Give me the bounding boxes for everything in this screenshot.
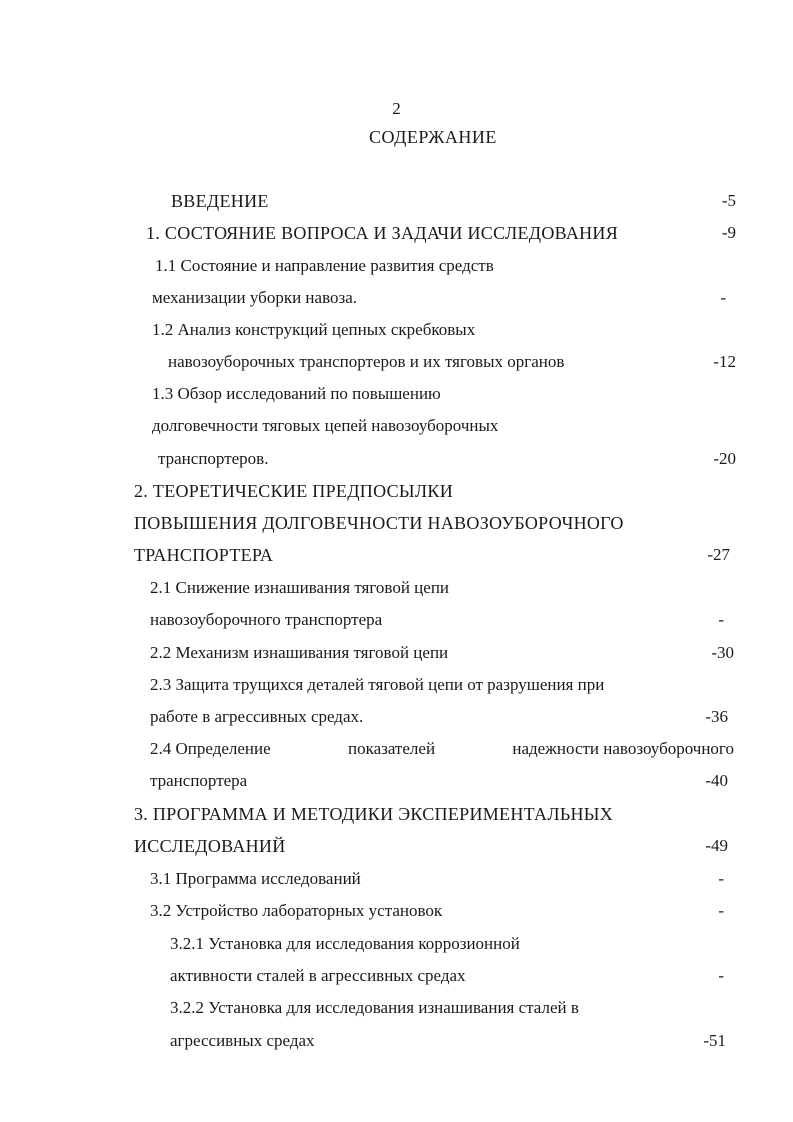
toc-entry-1-2-line2: навозоуборочных транспортеров и их тяговых органов bbox=[168, 352, 565, 371]
toc-entry-3-2-1-line1: 3.2.1 Установка для исследования коррозионной bbox=[170, 934, 520, 953]
toc-entry-section-3-line2: ИССЛЕДОВАНИЙ bbox=[134, 836, 286, 856]
toc-entry-section-2-line2: ПОВЫШЕНИЯ ДОЛГОВЕЧНОСТИ НАВОЗОУБОРОЧНОГО bbox=[134, 513, 624, 533]
toc-page-3-2: - bbox=[718, 901, 724, 920]
toc-entry-2-4-word3: надежности навозоуборочного bbox=[512, 739, 734, 758]
toc-page-1-3: -20 bbox=[713, 449, 736, 468]
toc-entry-1-3-line2: долговечности тяговых цепей навозоуборочных bbox=[152, 416, 499, 435]
toc-page-intro: -5 bbox=[721, 191, 736, 210]
toc-entry-2-2: 2.2 Механизм изнашивания тяговой цепи bbox=[150, 643, 449, 662]
toc-entry-1-3-line3: транспортеров. bbox=[158, 449, 269, 468]
toc-entry-3-2: 3.2 Устройство лабораторных установок bbox=[150, 901, 443, 920]
page-number: 2 bbox=[392, 99, 401, 118]
toc-page-3-2-1: - bbox=[718, 966, 724, 985]
toc-entry-3-2-2-line2: агрессивных средах bbox=[170, 1031, 315, 1050]
toc-entry-3-1: 3.1 Программа исследований bbox=[150, 869, 361, 888]
toc-page-2-4: -40 bbox=[705, 771, 728, 790]
toc-entry-2-4-line2: транспортера bbox=[150, 771, 248, 790]
toc-page-section-1: -9 bbox=[721, 223, 736, 242]
toc-entry-intro: ВВЕДЕНИЕ bbox=[171, 191, 269, 211]
toc-entry-section-2-line1: 2. ТЕОРЕТИЧЕСКИЕ ПРЕДПОСЫЛКИ bbox=[134, 481, 454, 501]
toc-page-section-2: -27 bbox=[707, 545, 730, 564]
toc-page-3-1: - bbox=[718, 869, 724, 888]
toc-entry-1-1-line2: механизации уборки навоза. bbox=[152, 288, 357, 307]
toc-entry-section-1: 1. СОСТОЯНИЕ ВОПРОСА И ЗАДАЧИ ИССЛЕДОВАНИЯ bbox=[146, 223, 619, 243]
page-title: СОДЕРЖАНИЕ bbox=[369, 127, 497, 147]
toc-entry-2-4-word1: 2.4 Определение bbox=[150, 739, 271, 758]
toc-entry-1-3-line1: 1.3 Обзор исследований по повышению bbox=[152, 384, 441, 403]
toc-page-2-1: - bbox=[718, 610, 724, 629]
toc-entry-2-1-line1: 2.1 Снижение изнашивания тяговой цепи bbox=[150, 578, 450, 597]
toc-entry-section-2-line3: ТРАНСПОРТЕРА bbox=[134, 545, 274, 565]
toc-entry-2-3-line2: работе в агрессивных средах. bbox=[150, 707, 364, 726]
toc-entry-3-2-2-line1: 3.2.2 Установка для исследования изнашивания сталей в bbox=[170, 998, 579, 1017]
toc-entry-2-3-line1: 2.3 Защита трущихся деталей тяговой цепи от разрушения при bbox=[150, 675, 605, 694]
toc-page-2-3: -36 bbox=[705, 707, 728, 726]
toc-entry-2-4-word2: показателей bbox=[347, 739, 436, 758]
toc-page-1-2: -12 bbox=[713, 352, 736, 371]
toc-entry-2-4-line1 bbox=[150, 739, 734, 759]
toc-entry-section-3-line1: 3. ПРОГРАММА И МЕТОДИКИ ЭКСПЕРИМЕНТАЛЬНЫХ bbox=[134, 804, 614, 824]
toc-page-section-3: -49 bbox=[705, 836, 728, 855]
toc-page-3-2-2: -51 bbox=[703, 1031, 726, 1050]
toc-entry-1-1-line1: 1.1 Состояние и направление развития средств bbox=[155, 256, 494, 275]
toc-entry-3-2-1-line2: активности сталей в агрессивных средах bbox=[170, 966, 466, 985]
toc-page-2-2: -30 bbox=[711, 643, 734, 662]
toc-page-1-1: - bbox=[720, 288, 726, 307]
toc-entry-1-2-line1: 1.2 Анализ конструкций цепных скребковых bbox=[152, 320, 476, 339]
toc-entry-2-1-line2: навозоуборочного транспортера bbox=[150, 610, 383, 629]
